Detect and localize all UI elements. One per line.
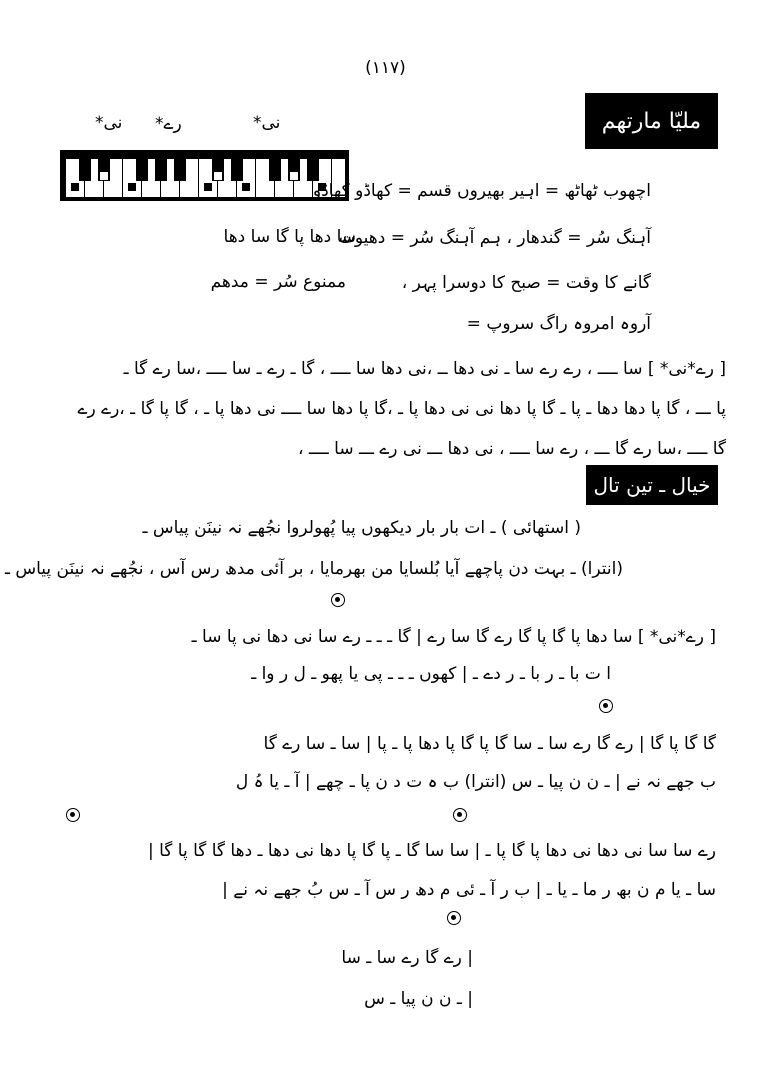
piano-keyboard-diagram [60,150,349,201]
keyboard-label-ni-left: نی* [95,113,123,133]
aahang-line: آہنگ سُر = گندھار ، ہم آہنگ سُر = دھیوت [338,228,651,248]
time-line: گانے کا وقت = صبح کا دوسرا پہر ، [401,273,651,293]
sam-sign-icon [66,808,80,822]
keyboard-label-re: رے* [155,114,182,134]
black-key [307,159,319,181]
black-key [136,159,148,181]
aroh-line: سا دھا پا گا سا دھا [223,227,356,247]
notation-row-1: [ رے*نی* ] سا دھا پا گا پا گا رے گا سا رے | گا ـ ـ ـ رے سا نی دھا نی پا سا ـ [191,627,716,647]
antara-lyrics: (انترا) ـ بہت دن پاچھے آیا بُلسایا من بھرمایا ، بر آئی مدھ رس آس ، نجُھے نہ نینَن پیاس ـ [4,559,623,579]
sam-sign-icon [453,808,467,822]
black-key [231,159,243,181]
alap-line-3: گا ــــ ،سا رے گا ـــ ، رے سا ــــ ، نی دھا ـــ نی رے ـــ سا ــــ ، [297,439,726,459]
notation-row-4: | رے گا رے سا ـ سا [341,948,473,968]
raag-title: ملیّا مارتھم [585,93,718,149]
black-key [79,159,91,181]
lyric-row-3: سا ـ یا م ن بھ ر ما ـ یا ـ | ب ر آ ـ ئی م دھ ر س آ ـ س بُ جھے نہ نے | [222,880,716,900]
notation-row-3: رے سا سا نی دھا نی دھا پا گا پا ـ | سا سا گا ـ پا گا پا دھا نی دھا ـ دھا گا گا پا گا | [147,841,716,861]
black-key [269,159,281,181]
section-title: خیال ـ تین تال [586,465,718,505]
thaat-line: اچھوب ٹھاٹھ = اہیر بھیروں قسم = کھاڈو کھاڈو [312,181,651,201]
lyric-row-1: ا ت با ـ ر با ـ ر دے ـ | کھوں ـ ـ ـ پی یا پھو ـ ل ر وا ـ [251,664,611,684]
alap-line-1: [ رے*نی* ] سا ــــ ، رے رے سا ـ نی دھا ــ ،نی دھا سا ــــ ، گا ـ رے ـ سا ــــ ،سا رے گا ـ [123,359,726,379]
lyric-row-2: ب جھے نہ نے | ـ ن ن پیا ـ س (انترا) ب ہ ت د ن پا ـ چھے | آ ـ یا ہُ ل [235,772,716,792]
keyboard-label-ni-right: نی* [253,113,281,133]
black-key [98,159,110,181]
page-number: (۱۱۷) [365,58,406,78]
roop-line: آروہ امروہ راگ سروپ = [466,314,651,334]
black-key [174,159,186,181]
lyric-row-4: | ـ ن ن پیا ـ س [364,989,473,1009]
alap-line-2: پا ـــ ، گا پا دھا دھا ـ پا ـ گا پا دھا نی نی دھا پا ـ ،گا پا دھا سا ــــ نی دھا پا ـ ، گا پا گا ـ ،رے رے [77,399,726,419]
sam-sign-icon [447,911,461,925]
black-key [155,159,167,181]
sam-sign-icon [331,593,345,607]
sthai-lyrics: ( استھائی ) ـ ات بار بار دیکھوں پیا پُھولروا نجُھے نہ نینَن پیاس ـ [142,518,581,538]
notation-row-2: گا گا پا گا | رے گا رے سا ـ سا گا پا گا پا دھا پا ـ پا | سا ـ سا رے گا [263,734,716,754]
black-key [288,159,300,181]
sam-sign-icon [599,699,613,713]
forbidden-notes-line: ممنوع سُر = مدھم [210,272,346,292]
black-key [212,159,224,181]
